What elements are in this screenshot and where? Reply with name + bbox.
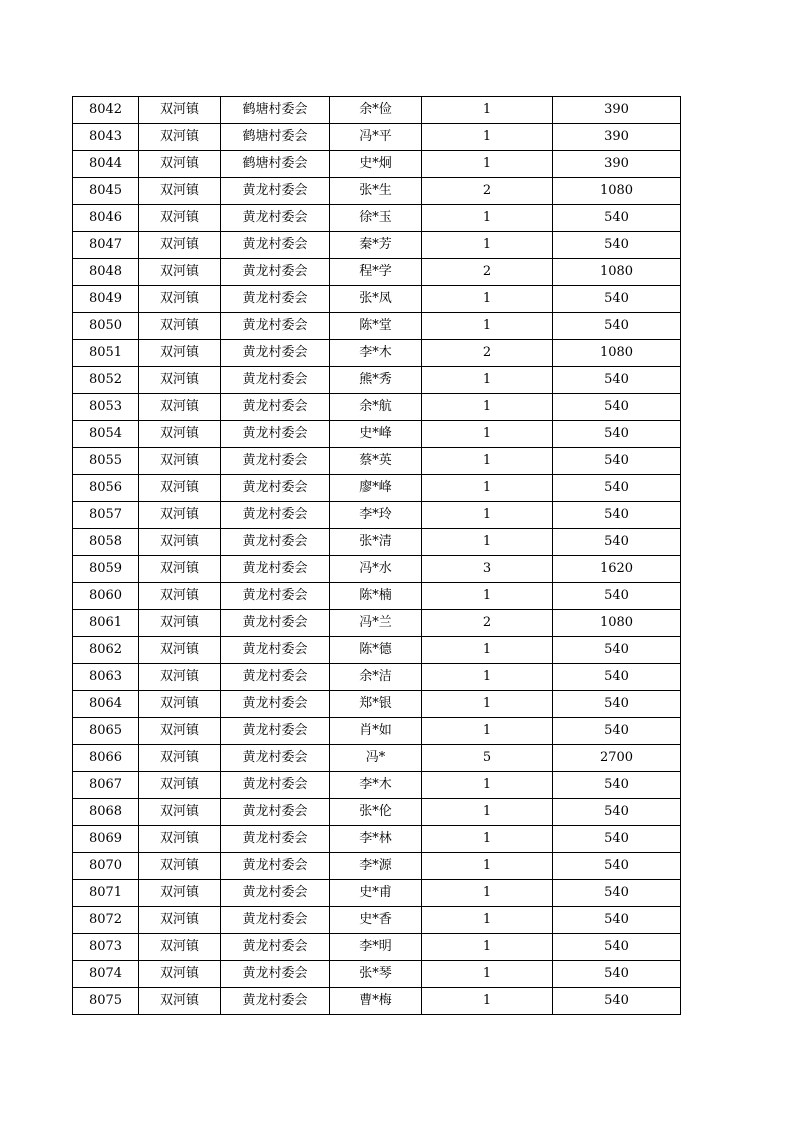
name-cell: 李*木 [330,340,422,367]
row-id-cell: 8043 [73,124,139,151]
village-committee-cell: 黄龙村委会 [221,772,330,799]
town-cell: 双河镇 [139,556,221,583]
town-cell: 双河镇 [139,205,221,232]
table-row [73,205,681,232]
town-cell: 双河镇 [139,259,221,286]
village-committee-cell: 黄龙村委会 [221,178,330,205]
table-row [73,556,681,583]
amount-cell: 540 [553,907,681,934]
count-cell: 1 [422,286,553,313]
town-cell: 双河镇 [139,502,221,529]
count-cell: 1 [422,394,553,421]
amount-cell: 540 [553,313,681,340]
table-row [73,421,681,448]
amount-cell: 540 [553,421,681,448]
village-committee-cell: 黄龙村委会 [221,745,330,772]
village-committee-cell: 黄龙村委会 [221,286,330,313]
row-id-cell: 8067 [73,772,139,799]
name-cell: 曹*梅 [330,988,422,1015]
name-cell: 冯* [330,745,422,772]
amount-cell: 540 [553,583,681,610]
row-id-cell: 8066 [73,745,139,772]
row-id-cell: 8068 [73,799,139,826]
name-cell: 李*明 [330,934,422,961]
village-committee-cell: 黄龙村委会 [221,961,330,988]
town-cell: 双河镇 [139,367,221,394]
table-row [73,745,681,772]
row-id-cell: 8073 [73,934,139,961]
village-committee-cell: 黄龙村委会 [221,934,330,961]
amount-cell: 1620 [553,556,681,583]
town-cell: 双河镇 [139,286,221,313]
count-cell: 1 [422,421,553,448]
table-row [73,637,681,664]
name-cell: 史*炯 [330,151,422,178]
count-cell: 1 [422,772,553,799]
table-row [73,826,681,853]
table-row [73,529,681,556]
row-id-cell: 8054 [73,421,139,448]
count-cell: 1 [422,205,553,232]
amount-cell: 1080 [553,610,681,637]
town-cell: 双河镇 [139,151,221,178]
amount-cell: 540 [553,475,681,502]
village-committee-cell: 黄龙村委会 [221,232,330,259]
name-cell: 张*琴 [330,961,422,988]
village-committee-cell: 黄龙村委会 [221,502,330,529]
row-id-cell: 8062 [73,637,139,664]
count-cell: 1 [422,97,553,124]
table-row [73,691,681,718]
town-cell: 双河镇 [139,880,221,907]
table-row [73,232,681,259]
count-cell: 1 [422,907,553,934]
row-id-cell: 8051 [73,340,139,367]
town-cell: 双河镇 [139,988,221,1015]
town-cell: 双河镇 [139,232,221,259]
village-committee-cell: 鹤塘村委会 [221,151,330,178]
town-cell: 双河镇 [139,448,221,475]
town-cell: 双河镇 [139,637,221,664]
table-row [73,907,681,934]
amount-cell: 540 [553,880,681,907]
town-cell: 双河镇 [139,97,221,124]
count-cell: 1 [422,583,553,610]
name-cell: 史*香 [330,907,422,934]
village-committee-cell: 黄龙村委会 [221,529,330,556]
amount-cell: 540 [553,448,681,475]
row-id-cell: 8061 [73,610,139,637]
count-cell: 2 [422,340,553,367]
village-committee-cell: 黄龙村委会 [221,907,330,934]
row-id-cell: 8053 [73,394,139,421]
name-cell: 史*峰 [330,421,422,448]
count-cell: 1 [422,961,553,988]
amount-cell: 540 [553,988,681,1015]
village-committee-cell: 黄龙村委会 [221,637,330,664]
count-cell: 5 [422,745,553,772]
row-id-cell: 8069 [73,826,139,853]
table-row [73,259,681,286]
name-cell: 李*源 [330,853,422,880]
village-committee-cell: 黄龙村委会 [221,583,330,610]
count-cell: 1 [422,232,553,259]
town-cell: 双河镇 [139,772,221,799]
count-cell: 1 [422,637,553,664]
amount-cell: 540 [553,529,681,556]
village-committee-cell: 鹤塘村委会 [221,124,330,151]
count-cell: 1 [422,988,553,1015]
count-cell: 1 [422,151,553,178]
village-committee-cell: 黄龙村委会 [221,556,330,583]
table-row [73,151,681,178]
amount-cell: 1080 [553,340,681,367]
table-row [73,988,681,1015]
count-cell: 1 [422,664,553,691]
name-cell: 冯*水 [330,556,422,583]
table-row [73,772,681,799]
row-id-cell: 8056 [73,475,139,502]
count-cell: 1 [422,691,553,718]
town-cell: 双河镇 [139,853,221,880]
count-cell: 1 [422,367,553,394]
amount-cell: 540 [553,637,681,664]
table-row [73,718,681,745]
town-cell: 双河镇 [139,583,221,610]
count-cell: 1 [422,475,553,502]
village-committee-cell: 黄龙村委会 [221,340,330,367]
town-cell: 双河镇 [139,691,221,718]
amount-cell: 540 [553,826,681,853]
amount-cell: 2700 [553,745,681,772]
row-id-cell: 8044 [73,151,139,178]
row-id-cell: 8057 [73,502,139,529]
count-cell: 1 [422,853,553,880]
table-row [73,367,681,394]
row-id-cell: 8049 [73,286,139,313]
count-cell: 1 [422,718,553,745]
table-row [73,313,681,340]
table-row [73,880,681,907]
village-committee-cell: 鹤塘村委会 [221,97,330,124]
village-committee-cell: 黄龙村委会 [221,826,330,853]
amount-cell: 540 [553,664,681,691]
row-id-cell: 8065 [73,718,139,745]
table-row [73,286,681,313]
table-row [73,340,681,367]
name-cell: 张*伦 [330,799,422,826]
name-cell: 陈*堂 [330,313,422,340]
row-id-cell: 8048 [73,259,139,286]
village-committee-cell: 黄龙村委会 [221,448,330,475]
table-row [73,853,681,880]
village-committee-cell: 黄龙村委会 [221,205,330,232]
table-body [73,97,681,1015]
row-id-cell: 8047 [73,232,139,259]
row-id-cell: 8064 [73,691,139,718]
town-cell: 双河镇 [139,799,221,826]
count-cell: 1 [422,529,553,556]
town-cell: 双河镇 [139,610,221,637]
name-cell: 张*清 [330,529,422,556]
amount-cell: 540 [553,718,681,745]
amount-cell: 540 [553,394,681,421]
row-id-cell: 8075 [73,988,139,1015]
town-cell: 双河镇 [139,826,221,853]
amount-cell: 1080 [553,178,681,205]
row-id-cell: 8072 [73,907,139,934]
name-cell: 李*玲 [330,502,422,529]
town-cell: 双河镇 [139,475,221,502]
name-cell: 秦*芳 [330,232,422,259]
table-row [73,502,681,529]
amount-cell: 540 [553,934,681,961]
name-cell: 史*甫 [330,880,422,907]
village-committee-cell: 黄龙村委会 [221,421,330,448]
name-cell: 李*木 [330,772,422,799]
row-id-cell: 8046 [73,205,139,232]
village-committee-cell: 黄龙村委会 [221,988,330,1015]
row-id-cell: 8042 [73,97,139,124]
table-row [73,583,681,610]
town-cell: 双河镇 [139,340,221,367]
row-id-cell: 8060 [73,583,139,610]
name-cell: 郑*银 [330,691,422,718]
village-committee-cell: 黄龙村委会 [221,394,330,421]
row-id-cell: 8074 [73,961,139,988]
village-committee-cell: 黄龙村委会 [221,367,330,394]
amount-cell: 540 [553,502,681,529]
amount-cell: 540 [553,961,681,988]
name-cell: 陈*德 [330,637,422,664]
name-cell: 蔡*英 [330,448,422,475]
name-cell: 李*林 [330,826,422,853]
table-row [73,178,681,205]
table-row [73,124,681,151]
amount-cell: 540 [553,205,681,232]
count-cell: 1 [422,502,553,529]
amount-cell: 540 [553,799,681,826]
count-cell: 3 [422,556,553,583]
row-id-cell: 8050 [73,313,139,340]
name-cell: 程*学 [330,259,422,286]
count-cell: 1 [422,124,553,151]
village-committee-cell: 黄龙村委会 [221,313,330,340]
data-table [72,96,681,1015]
table-row [73,799,681,826]
town-cell: 双河镇 [139,718,221,745]
row-id-cell: 8063 [73,664,139,691]
row-id-cell: 8055 [73,448,139,475]
amount-cell: 540 [553,232,681,259]
name-cell: 余*航 [330,394,422,421]
name-cell: 余*俭 [330,97,422,124]
table-row [73,610,681,637]
count-cell: 1 [422,313,553,340]
table-row [73,664,681,691]
town-cell: 双河镇 [139,745,221,772]
count-cell: 1 [422,799,553,826]
table-row [73,475,681,502]
town-cell: 双河镇 [139,529,221,556]
amount-cell: 390 [553,124,681,151]
amount-cell: 1080 [553,259,681,286]
name-cell: 余*洁 [330,664,422,691]
table-row [73,934,681,961]
town-cell: 双河镇 [139,421,221,448]
row-id-cell: 8070 [73,853,139,880]
town-cell: 双河镇 [139,934,221,961]
table-row [73,394,681,421]
row-id-cell: 8058 [73,529,139,556]
name-cell: 冯*兰 [330,610,422,637]
count-cell: 2 [422,259,553,286]
village-committee-cell: 黄龙村委会 [221,880,330,907]
town-cell: 双河镇 [139,178,221,205]
name-cell: 廖*峰 [330,475,422,502]
name-cell: 陈*楠 [330,583,422,610]
row-id-cell: 8045 [73,178,139,205]
town-cell: 双河镇 [139,961,221,988]
town-cell: 双河镇 [139,394,221,421]
row-id-cell: 8052 [73,367,139,394]
village-committee-cell: 黄龙村委会 [221,718,330,745]
count-cell: 1 [422,826,553,853]
town-cell: 双河镇 [139,313,221,340]
amount-cell: 540 [553,772,681,799]
village-committee-cell: 黄龙村委会 [221,475,330,502]
village-committee-cell: 黄龙村委会 [221,799,330,826]
village-committee-cell: 黄龙村委会 [221,853,330,880]
amount-cell: 540 [553,367,681,394]
count-cell: 2 [422,610,553,637]
table-row [73,448,681,475]
amount-cell: 390 [553,151,681,178]
count-cell: 1 [422,448,553,475]
count-cell: 2 [422,178,553,205]
village-committee-cell: 黄龙村委会 [221,259,330,286]
table-row [73,97,681,124]
name-cell: 张*生 [330,178,422,205]
name-cell: 肖*如 [330,718,422,745]
amount-cell: 540 [553,853,681,880]
name-cell: 徐*玉 [330,205,422,232]
row-id-cell: 8071 [73,880,139,907]
name-cell: 张*凤 [330,286,422,313]
table-row [73,961,681,988]
amount-cell: 390 [553,97,681,124]
village-committee-cell: 黄龙村委会 [221,610,330,637]
village-committee-cell: 黄龙村委会 [221,664,330,691]
town-cell: 双河镇 [139,664,221,691]
amount-cell: 540 [553,691,681,718]
name-cell: 冯*平 [330,124,422,151]
name-cell: 熊*秀 [330,367,422,394]
town-cell: 双河镇 [139,907,221,934]
count-cell: 1 [422,934,553,961]
village-committee-cell: 黄龙村委会 [221,691,330,718]
town-cell: 双河镇 [139,124,221,151]
row-id-cell: 8059 [73,556,139,583]
amount-cell: 540 [553,286,681,313]
count-cell: 1 [422,880,553,907]
